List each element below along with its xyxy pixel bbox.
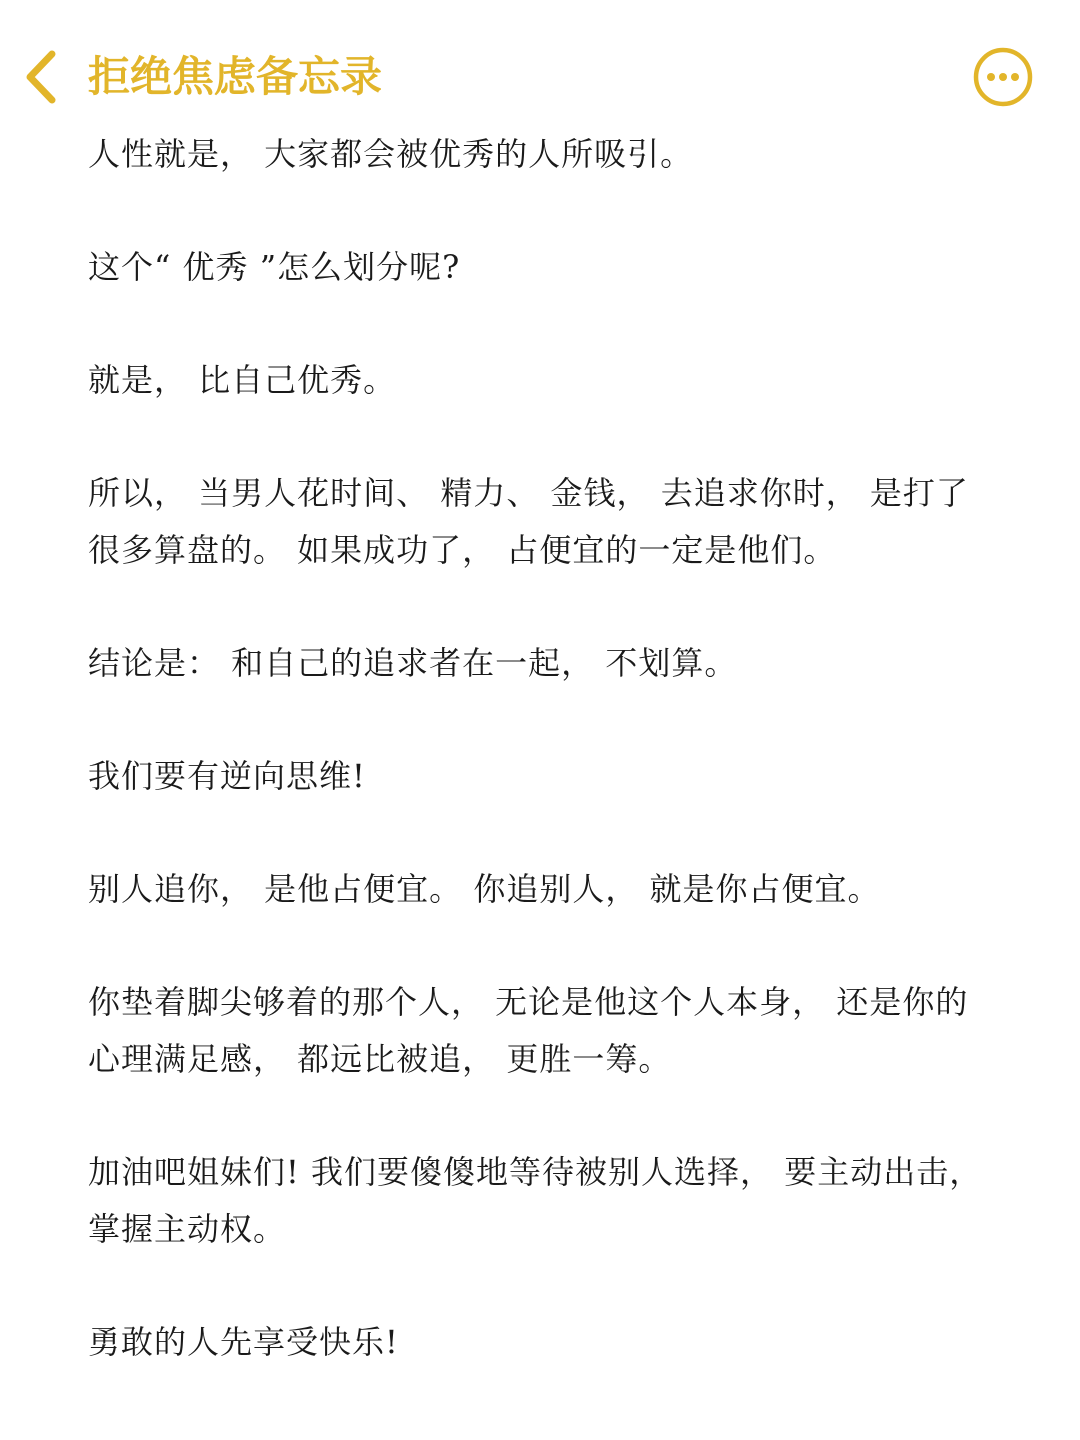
back-button[interactable] (18, 46, 70, 108)
note-paragraph: 人性就是， 大家都会被优秀的人所吸引。 (88, 135, 694, 173)
chevron-left-icon (18, 46, 70, 108)
note-paragraph: 加油吧姐妹们! 我们要傻傻地等待被别人选择， 要主动出击，掌握主动权。 (88, 1153, 983, 1248)
more-button[interactable] (972, 46, 1034, 108)
note-paragraph: 就是， 比自己优秀。 (88, 361, 397, 399)
top-bar (0, 0, 1080, 130)
more-horizontal-icon (972, 46, 1034, 108)
note-paragraph: 结论是： 和自己的追求者在一起， 不划算。 (88, 644, 738, 682)
note-paragraph: 你垫着脚尖够着的那个人， 无论是他这个人本身， 还是你的心理满足感， 都远比被追， 更胜一筹。 (88, 983, 969, 1078)
note-paragraph: 别人追你， 是他占便宜。 你追别人， 就是你占便宜。 (88, 870, 881, 908)
note-paragraph: 勇敢的人先享受快乐! (88, 1323, 399, 1361)
note-body[interactable] (88, 126, 998, 1427)
note-paragraph: 我们要有逆向思维! (88, 757, 366, 795)
note-title: 拒绝焦虑备忘录 (88, 52, 383, 101)
note-paragraph: 所以， 当男人花时间、 精力、 金钱， 去追求你时， 是打了很多算盘的。 如果成功了， 占便宜的一定是他们。 (88, 474, 969, 569)
note-paragraph: 这个“ 优秀 ”怎么划分呢? (88, 248, 461, 286)
